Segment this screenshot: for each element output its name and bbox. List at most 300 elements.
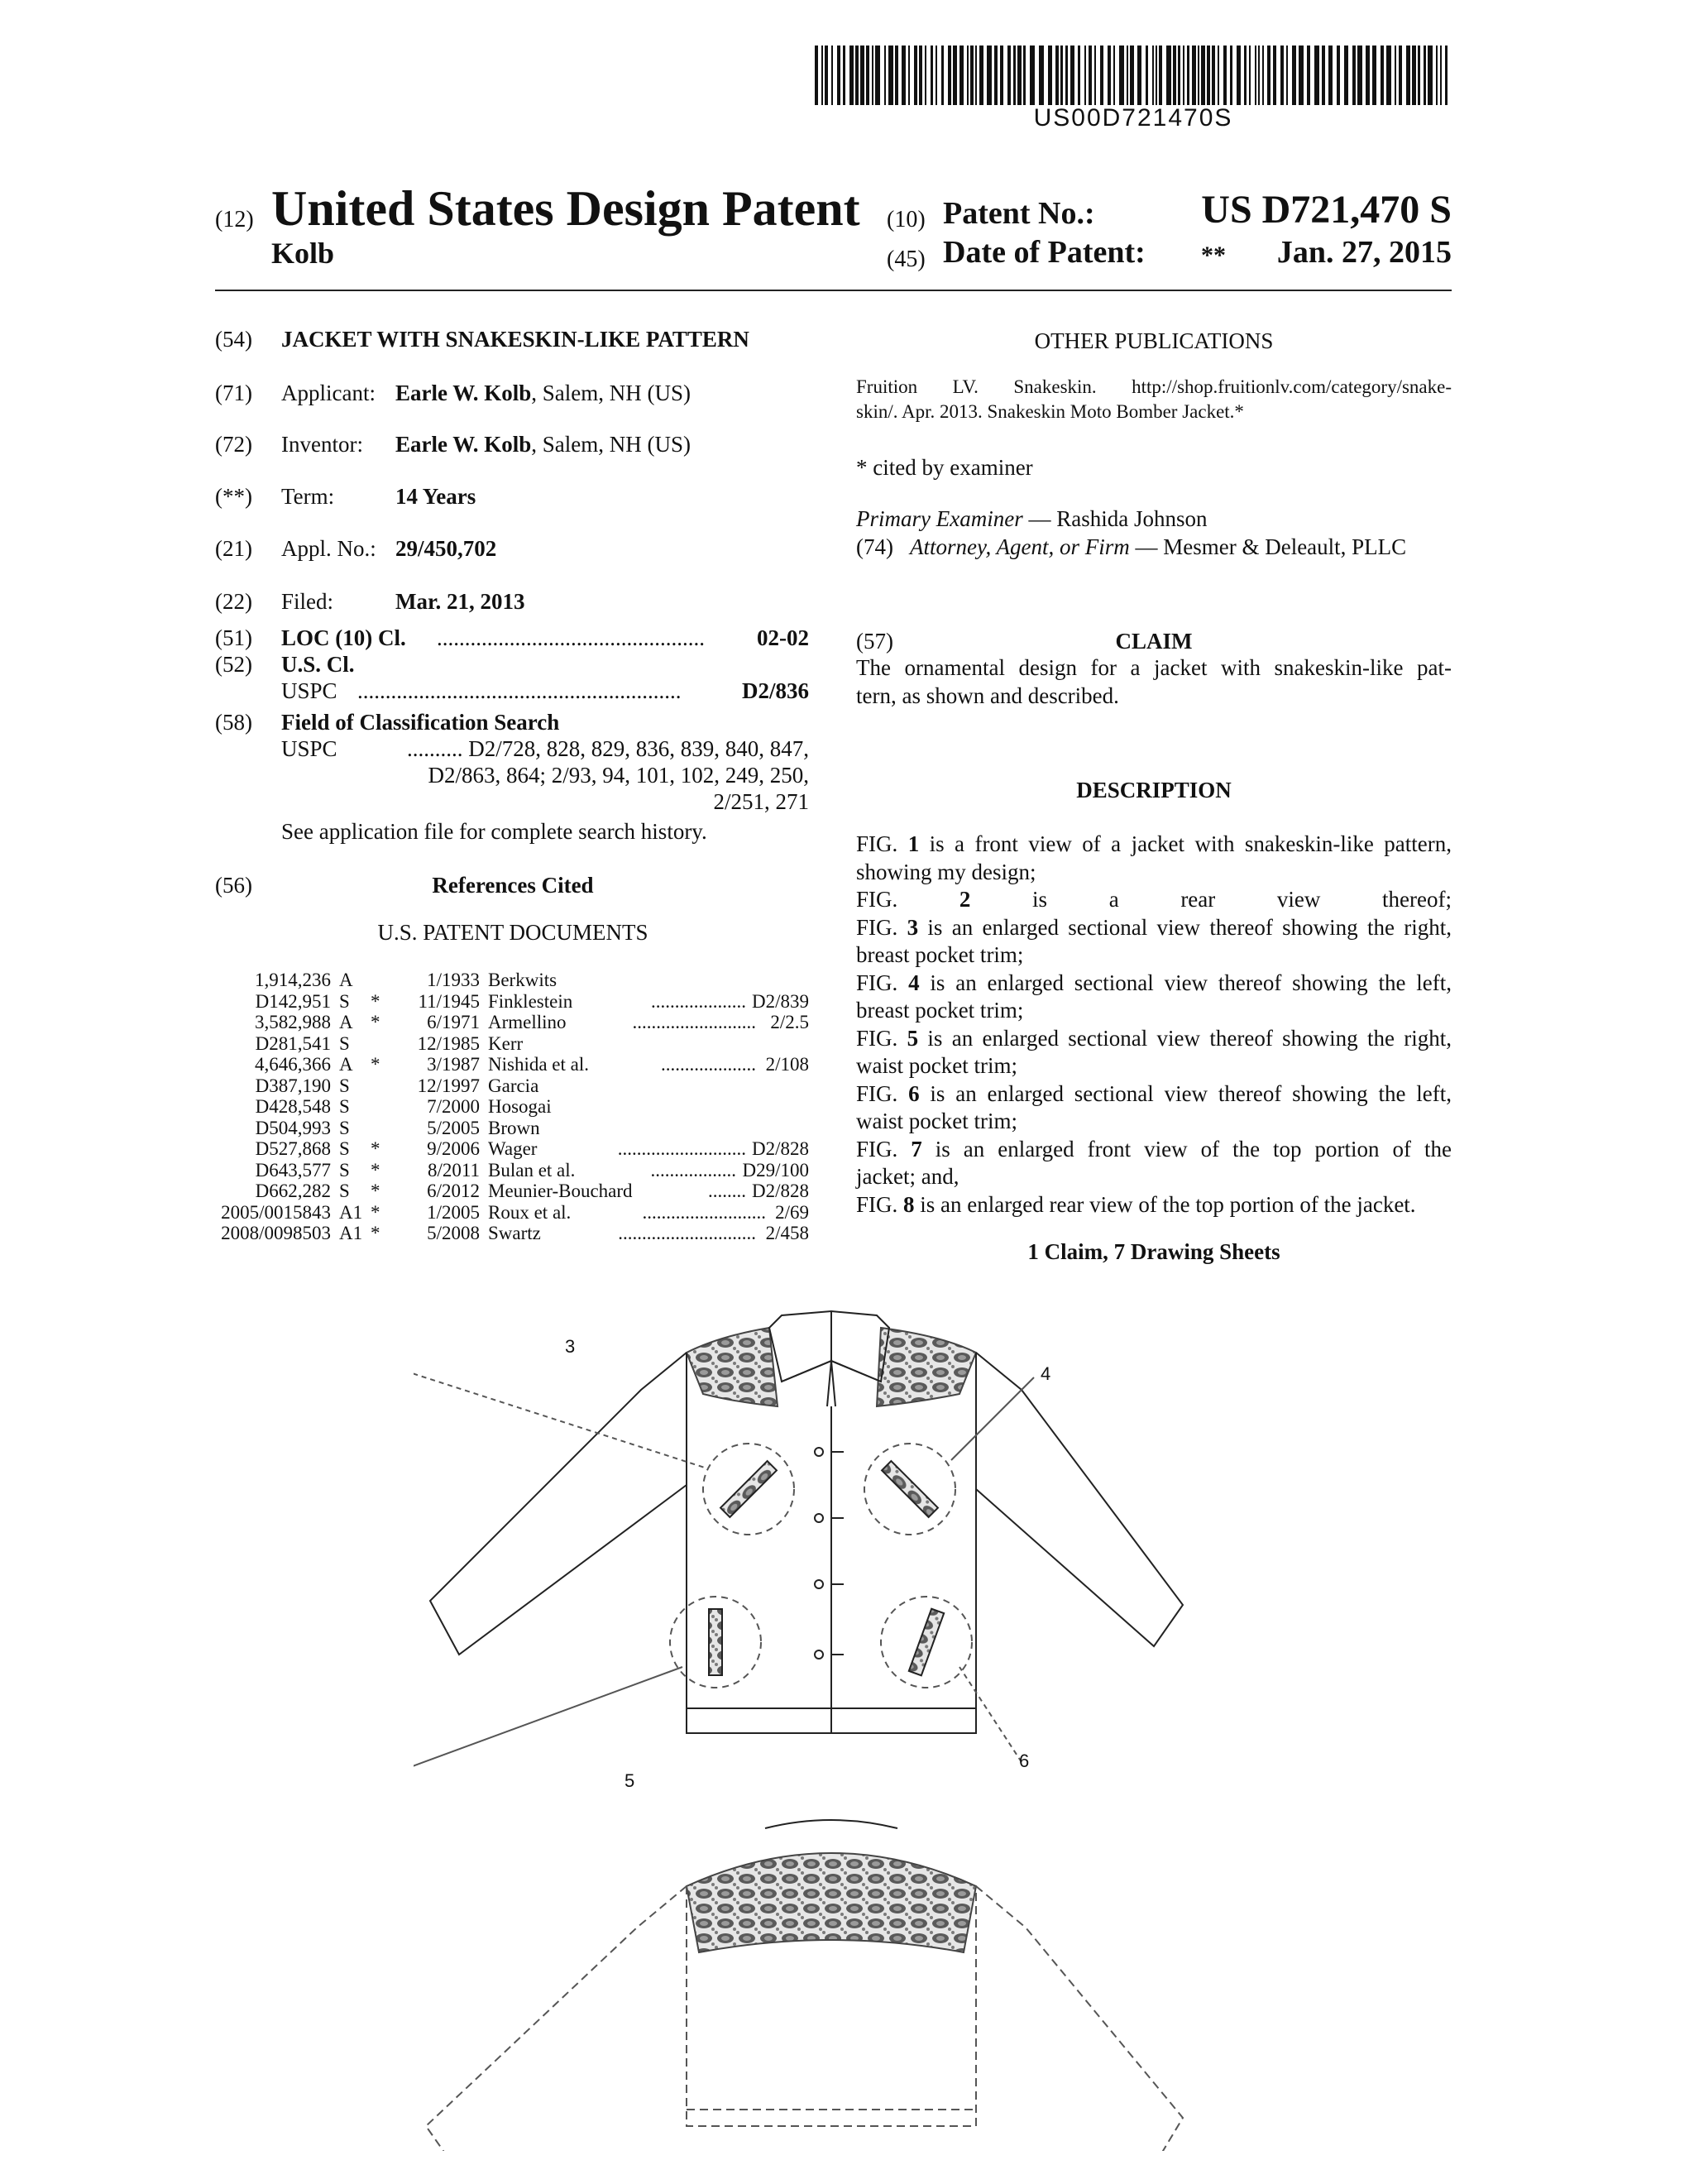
appl-label: Appl. No.:: [281, 536, 376, 561]
attorney-label: Attorney, Agent, or Firm: [910, 534, 1130, 559]
barcode-bar: [914, 46, 917, 105]
barcode-bar: [872, 46, 873, 105]
barcode-bar: [855, 46, 859, 105]
barcode-bar: [1299, 46, 1304, 105]
reference-row: [215, 1223, 811, 1244]
barcode-bar: [1119, 46, 1124, 105]
reference-row: [215, 1118, 811, 1139]
loc-label: LOC (10) Cl.: [281, 625, 406, 650]
description-line: [856, 1190, 1452, 1219]
field-code: (58): [215, 710, 252, 735]
reference-class: 2/2.5: [770, 1012, 809, 1032]
reference-date: 5/2005: [427, 1117, 480, 1138]
front-jacket: [414, 1311, 1183, 1779]
reference-number: D504,993: [255, 1117, 331, 1138]
barcode-number: US00D721470S: [1033, 104, 1233, 132]
barcode-bar: [1183, 46, 1184, 105]
figure-number: 4: [908, 970, 920, 995]
barcode-bar: [1039, 46, 1044, 105]
figure-label-4: 4: [1041, 1363, 1051, 1384]
reference-number: 2008/0098503: [221, 1223, 331, 1243]
reference-kind: A1: [339, 1201, 363, 1223]
barcode-bar: [1146, 46, 1148, 105]
field-uspc-label: USPC: [281, 736, 337, 761]
reference-name: Meunier-Bouchard: [488, 1181, 633, 1201]
barcode-bar: [860, 46, 864, 105]
applicant-name: Earle W. Kolb: [395, 381, 532, 405]
claim-heading: CLAIM: [1115, 629, 1193, 654]
reference-dots: ........: [708, 1181, 746, 1201]
description-line: [856, 1080, 1452, 1108]
figure-number: 5: [907, 1025, 919, 1051]
barcode-bar: [1007, 46, 1011, 105]
loc-value: 02-02: [757, 625, 809, 650]
barcode-bar: [1292, 46, 1296, 105]
document-type-title: United States Design Patent: [271, 181, 860, 236]
barcode-bar: [821, 46, 823, 105]
description-line: [856, 830, 1452, 858]
description-text-post: is an enlarged rear view of the top portion of the jacket.: [914, 1191, 1416, 1217]
applicant: [395, 381, 691, 406]
reference-row: [215, 1054, 811, 1075]
barcode-bar: [849, 46, 854, 105]
reference-star: *: [371, 1159, 380, 1181]
reference-name: Finklestein: [488, 990, 573, 1012]
reference-row: [215, 970, 811, 991]
description-text-pre: breast pocket trim;: [856, 998, 1024, 1023]
barcode-bar: [1108, 46, 1111, 105]
barcode-bar: [1013, 46, 1016, 105]
figure-number: 6: [908, 1080, 920, 1106]
reference-kind: S: [339, 1138, 350, 1159]
barcode-bar: [1237, 46, 1241, 105]
examiner-label: Primary Examiner: [856, 506, 1023, 531]
uspc-label: USPC: [281, 678, 337, 703]
reference-number: D643,577: [255, 1159, 331, 1181]
barcode-bar: [1337, 46, 1340, 105]
reference-number: D527,868: [255, 1138, 331, 1159]
figure-label-3: 3: [565, 1336, 576, 1357]
description-text-pre: showing my design;: [856, 859, 1036, 884]
barcode-bar: [948, 46, 951, 105]
barcode-bar: [941, 46, 944, 105]
examiner-name: — Rashida Johnson: [1022, 506, 1208, 531]
reference-row: [215, 1138, 811, 1160]
description-text-pre: breast pocket trim;: [856, 942, 1024, 967]
reference-name: Swartz: [488, 1223, 541, 1243]
code-45: (45): [887, 247, 926, 272]
barcode-bar: [1440, 46, 1442, 105]
barcode-bar: [1255, 46, 1256, 105]
barcode-bar: [1060, 46, 1063, 105]
reference-kind: A: [339, 1012, 353, 1032]
attorney: [910, 533, 1406, 561]
reference-kind: S: [339, 1096, 350, 1117]
reference-name: Bulan et al.: [488, 1159, 576, 1181]
description-text-pre: FIG.: [856, 914, 907, 940]
barcode-bar: [843, 46, 845, 105]
reference-number: D387,190: [255, 1075, 331, 1096]
reference-dots: ..................: [650, 1159, 736, 1181]
barcode-bar: [1218, 46, 1219, 105]
barcode-bar: [959, 46, 964, 105]
patent-number-label: Patent No.:: [943, 196, 1095, 231]
barcode-bar: [1000, 46, 1003, 105]
figure-number: 8: [903, 1191, 915, 1217]
reference-class: 2/69: [775, 1201, 809, 1223]
reference-date: 12/1997: [417, 1075, 480, 1096]
reference-class: D29/100: [742, 1159, 809, 1181]
barcode-bar: [1328, 46, 1333, 105]
reference-star: *: [371, 1223, 380, 1243]
barcode-bar: [1212, 46, 1215, 105]
field-line-2: D2/863, 864; 2/93, 94, 101, 102, 249, 250,: [428, 763, 809, 788]
description-heading: DESCRIPTION: [1076, 778, 1232, 802]
barcode-bar: [1230, 46, 1232, 105]
figure-number: 3: [907, 914, 919, 940]
barcode-bar: [1223, 46, 1227, 105]
description-text-post: is an enlarged sectional view thereof showing the right,: [918, 914, 1452, 940]
applicant-location: , Salem, NH (US): [531, 381, 691, 405]
barcode-bar: [1357, 46, 1362, 105]
description-line: [856, 1162, 1452, 1190]
barcode-bar: [919, 46, 922, 105]
barcode-bar: [936, 46, 937, 105]
barcode-bar: [837, 46, 840, 105]
reference-row: [215, 1012, 811, 1033]
description-line: [856, 1024, 1452, 1052]
figure-number: 7: [911, 1136, 922, 1161]
barcode-bar: [908, 46, 910, 105]
barcode-bar: [1159, 46, 1162, 105]
code-10: (10): [887, 207, 926, 232]
refs-subheading: U.S. PATENT DOCUMENTS: [377, 920, 648, 945]
term-code: (**): [215, 484, 252, 509]
description-text-post: is a rear view thereof;: [970, 887, 1452, 912]
reference-date: 7/2000: [427, 1096, 480, 1117]
barcode-bar: [1386, 46, 1391, 105]
field-note: See application file for complete search history.: [281, 819, 707, 844]
date-of-patent: Jan. 27, 2015: [1276, 235, 1452, 270]
barcode-bar: [1412, 46, 1416, 105]
filed-code: (22): [215, 589, 252, 614]
reference-row: [215, 991, 811, 1013]
reference-kind: S: [339, 1159, 350, 1181]
barcode-bar: [875, 46, 880, 105]
reference-kind: S: [339, 1032, 350, 1054]
barcode-bar: [975, 46, 977, 105]
reference-dots: ...........................: [617, 1138, 746, 1159]
inventor-location: , Salem, NH (US): [531, 432, 691, 457]
reference-name: Berkwits: [488, 970, 557, 990]
reference-kind: S: [339, 990, 350, 1012]
field-label: Field of Classification Search: [281, 710, 560, 735]
inventor: [395, 432, 691, 457]
barcode-bar: [884, 46, 886, 105]
barcode-bar: [1307, 46, 1310, 105]
reference-class: D2/839: [752, 990, 809, 1012]
other-pub-line-1: Fruition LV. Snakeskin. http://shop.fruitionlv.com/category/snake-: [856, 376, 1452, 397]
barcode-bar: [1207, 46, 1210, 105]
barcode-bar: [1424, 46, 1426, 105]
description-text-pre: FIG.: [856, 1080, 909, 1106]
barcode-bar: [1249, 46, 1251, 105]
description-text-pre: waist pocket trim;: [856, 1053, 1017, 1078]
inventor-short: Kolb: [271, 237, 335, 270]
reference-number: D662,282: [255, 1181, 331, 1201]
field-line-3: 2/251, 271: [713, 789, 809, 814]
other-publications-heading: OTHER PUBLICATIONS: [1034, 328, 1274, 353]
barcode-bar: [1201, 46, 1205, 105]
barcode-bar: [1273, 46, 1276, 105]
attorney-code: (74): [856, 534, 893, 559]
reference-class: D2/828: [752, 1181, 809, 1201]
description-line: [856, 1107, 1452, 1135]
barcode-bar: [1372, 46, 1376, 105]
barcode-bar: [931, 46, 933, 105]
description-text-pre: FIG.: [856, 1136, 912, 1161]
barcode-bar: [979, 46, 983, 105]
barcode-bar: [1399, 46, 1402, 105]
reference-name: Nishida et al.: [488, 1054, 589, 1075]
uscl-code: (52): [215, 652, 252, 677]
term-value: 14 Years: [395, 484, 476, 509]
appl-value: 29/450,702: [395, 536, 497, 561]
header-rule: [215, 290, 1452, 291]
reference-class: D2/828: [752, 1138, 809, 1159]
reference-dots: .............................: [618, 1223, 756, 1243]
reference-row: [215, 1160, 811, 1181]
description-line: [856, 1051, 1452, 1080]
reference-row: [215, 1202, 811, 1224]
barcode-bar: [815, 46, 818, 105]
reference-name: Hosogai: [488, 1096, 552, 1117]
reference-date: 5/2008: [427, 1223, 480, 1243]
claims-summary: 1 Claim, 7 Drawing Sheets: [1027, 1239, 1280, 1264]
jacket-drawing: [414, 1291, 1406, 2151]
barcode-bar: [895, 46, 898, 105]
applicant-label: Applicant:: [281, 381, 376, 405]
reference-number: 4,646,366: [255, 1054, 331, 1075]
barcode-bar: [925, 46, 926, 105]
barcode-bar: [1428, 46, 1433, 105]
barcode-bar: [1173, 46, 1176, 105]
barcode-bar: [1262, 46, 1264, 105]
description-text-pre: waist pocket trim;: [856, 1109, 1017, 1133]
reference-dots: ....................: [661, 1054, 756, 1075]
reference-date: 6/1971: [427, 1012, 480, 1032]
reference-date: 12/1985: [417, 1032, 480, 1054]
barcode-bar: [1418, 46, 1420, 105]
description-text-pre: FIG.: [856, 970, 909, 995]
barcode-bar: [1344, 46, 1348, 105]
barcode-bar: [1244, 46, 1247, 105]
reference-number: 3,582,988: [255, 1012, 331, 1032]
patent-title: JACKET WITH SNAKESKIN-LIKE PATTERN: [281, 327, 749, 352]
description-line: [856, 913, 1452, 941]
claim-code: (57): [856, 629, 893, 654]
description-text-post: is a front view of a jacket with snakeskin-like pattern,: [919, 831, 1452, 856]
barcode-bar: [1267, 46, 1270, 105]
barcode-bar: [1192, 46, 1196, 105]
reference-row: [215, 1096, 811, 1118]
reference-kind: A: [339, 1054, 353, 1075]
description-text-pre: FIG.: [856, 1191, 904, 1217]
reference-kind: S: [339, 1117, 350, 1138]
applicant-code: (71): [215, 381, 252, 405]
reference-dots: ..........................: [642, 1201, 766, 1223]
reference-star: *: [371, 1012, 380, 1032]
barcode-bar: [831, 46, 833, 105]
barcode-bar: [825, 46, 828, 105]
code-12: (12): [215, 207, 254, 232]
barcode-bar: [1322, 46, 1325, 105]
barcode-bar: [1055, 46, 1059, 105]
inventor-code: (72): [215, 432, 252, 457]
appl-code: (21): [215, 536, 252, 561]
description-line: [856, 996, 1452, 1024]
barcode-bar: [1100, 46, 1103, 105]
reference-class: 2/108: [765, 1054, 809, 1075]
reference-dots: ..........................: [632, 1012, 756, 1032]
description-text-post: is an enlarged sectional view thereof showing the left,: [919, 1080, 1452, 1106]
barcode-bar: [1137, 46, 1141, 105]
description-text-post: is an enlarged sectional view thereof showing the left,: [919, 970, 1452, 995]
primary-examiner: [856, 505, 1207, 533]
reference-name: Roux et al.: [488, 1201, 572, 1223]
reference-row: [215, 1181, 811, 1202]
barcode-bar: [970, 46, 974, 105]
reference-dots: ....................: [651, 990, 746, 1012]
barcode-bar: [1187, 46, 1189, 105]
barcode-bar: [1127, 46, 1128, 105]
barcode-bar: [1084, 46, 1086, 105]
description-text-pre: jacket; and,: [856, 1164, 959, 1189]
barcode-bar: [1445, 46, 1448, 105]
reference-name: Wager: [488, 1138, 538, 1159]
barcode-bar: [888, 46, 893, 105]
barcode-bar: [1048, 46, 1052, 105]
reference-class: 2/458: [765, 1223, 809, 1243]
barcode-bar: [953, 46, 957, 105]
reference-star: *: [371, 1201, 380, 1223]
reference-number: D281,541: [255, 1032, 331, 1054]
barcode-bar: [1023, 46, 1026, 105]
description-line: [856, 858, 1452, 886]
barcode-bar: [994, 46, 998, 105]
figure-label-5: 5: [624, 1770, 635, 1791]
reference-date: 6/2012: [427, 1181, 480, 1201]
reference-date: 9/2006: [427, 1138, 480, 1159]
barcode: [815, 46, 1452, 105]
uscl-label: U.S. Cl.: [281, 652, 355, 677]
reference-star: *: [371, 1181, 380, 1201]
reference-row: [215, 1075, 811, 1097]
barcode-bar: [1280, 46, 1284, 105]
description-line: [856, 885, 1452, 913]
claim-line-2: tern, as shown and described.: [856, 683, 1119, 708]
reference-name: Armellino: [488, 1012, 567, 1032]
filed-label: Filed:: [281, 589, 334, 614]
filed-value: Mar. 21, 2013: [395, 589, 525, 614]
barcode-bar: [1017, 46, 1022, 105]
uspc-value: D2/836: [742, 678, 809, 703]
barcode-bar: [1381, 46, 1384, 105]
reference-date: 8/2011: [427, 1159, 480, 1181]
refs-code: (56): [215, 873, 252, 898]
barcode-bar: [866, 46, 869, 105]
barcode-bar: [1065, 46, 1068, 105]
description-text-pre: FIG.: [856, 1025, 907, 1051]
description-text-post: is an enlarged front view of the top portion of the: [921, 1136, 1452, 1161]
other-pub-line-2: skin/. Apr. 2013. Snakeskin Moto Bomber Jacket.*: [856, 401, 1244, 422]
barcode-bar: [1089, 46, 1092, 105]
barcode-bar: [1406, 46, 1410, 105]
barcode-bar: [1258, 46, 1260, 105]
barcode-bar: [1094, 46, 1096, 105]
reference-name: Brown: [488, 1117, 540, 1138]
description-text-post: is an enlarged sectional view thereof showing the right,: [918, 1025, 1452, 1051]
barcode-bar: [1130, 46, 1134, 105]
description-text-pre: FIG.: [856, 831, 908, 856]
barcode-bar: [1366, 46, 1370, 105]
barcode-bar: [1078, 46, 1080, 105]
date-of-patent-label: Date of Patent:: [943, 235, 1146, 270]
figure-label-6: 6: [1019, 1751, 1030, 1771]
reference-kind: S: [339, 1181, 350, 1201]
description-line: [856, 1135, 1452, 1163]
barcode-bar: [1070, 46, 1074, 105]
reference-star: *: [371, 990, 380, 1012]
description-text-pre: FIG.: [856, 887, 959, 912]
reference-row: [215, 1033, 811, 1055]
reference-number: D428,548: [255, 1096, 331, 1117]
barcode-bar: [1436, 46, 1438, 105]
uspc-dots: ..........................................................: [357, 678, 682, 703]
barcode-bar: [987, 46, 992, 105]
reference-name: Garcia: [488, 1075, 539, 1096]
barcode-bar: [1178, 46, 1180, 105]
reference-date: 1/2005: [427, 1201, 480, 1223]
term-label: Term:: [281, 484, 335, 509]
inventor-label: Inventor:: [281, 432, 363, 457]
barcode-bar: [1113, 46, 1115, 105]
barcode-bar: [1198, 46, 1199, 105]
barcode-bar: [1395, 46, 1396, 105]
reference-number: D142,951: [255, 990, 331, 1012]
reference-kind: S: [339, 1075, 350, 1096]
figure-number: 2: [959, 887, 971, 912]
patent-number: US D721,470 S: [1201, 188, 1452, 232]
barcode-bar: [1352, 46, 1356, 105]
reference-date: 1/1933: [427, 970, 480, 990]
figure-number: 1: [907, 831, 920, 856]
barcode-bar: [967, 46, 969, 105]
barcode-bar: [1030, 46, 1035, 105]
reference-number: 1,914,236: [255, 970, 331, 990]
reference-star: *: [371, 1054, 380, 1075]
barcode-bar: [1286, 46, 1288, 105]
claim-line-1: The ornamental design for a jacket with snakeskin-like pat-: [856, 655, 1452, 680]
reference-kind: A1: [339, 1223, 363, 1243]
refs-heading: References Cited: [432, 873, 594, 898]
cited-by-examiner: * cited by examiner: [856, 455, 1033, 480]
date-stars: **: [1201, 242, 1226, 269]
description-line: [856, 941, 1452, 969]
field-line-1: .......... D2/728, 828, 829, 836, 839, 840, 847,: [407, 736, 809, 761]
reference-date: 11/1945: [418, 990, 480, 1012]
reference-number: 2005/0015843: [221, 1201, 331, 1223]
